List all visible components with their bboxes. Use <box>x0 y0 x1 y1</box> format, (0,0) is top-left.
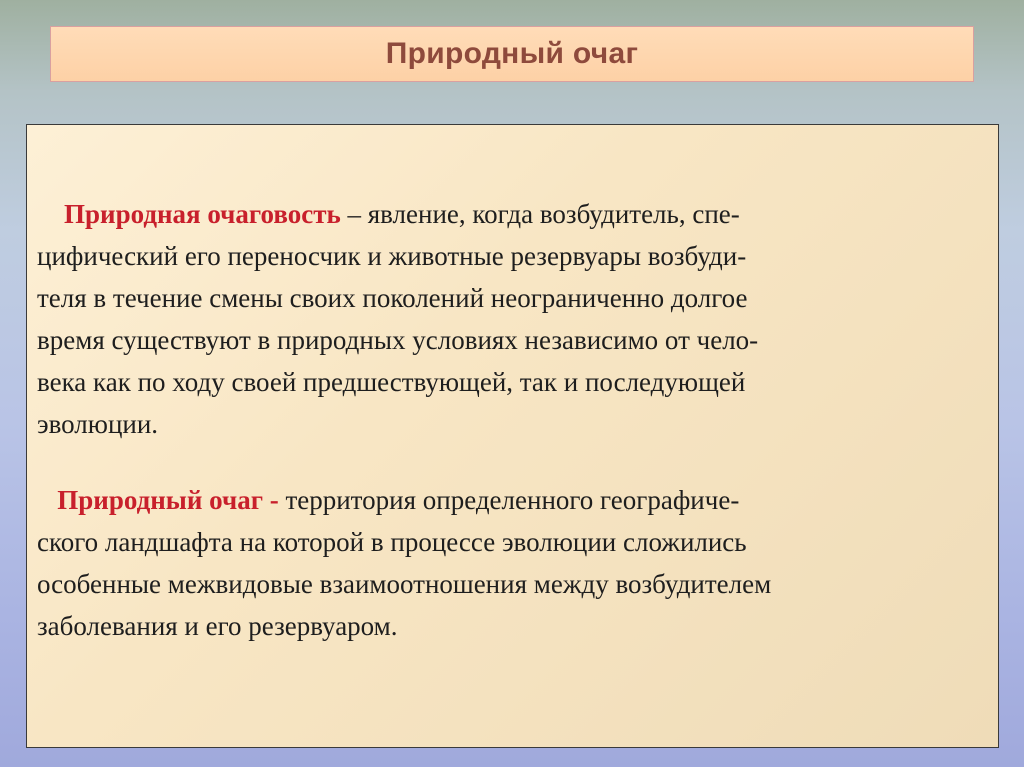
slide-title: Природный очаг <box>385 37 639 70</box>
content-panel <box>26 124 999 748</box>
paragraph-line: заболевания и его резервуаром. <box>37 611 398 641</box>
paragraph-line: эволюции. <box>37 409 159 439</box>
title-banner <box>50 26 974 82</box>
paragraph-line: время существуют в природных условиях независимо от чело- <box>37 325 759 355</box>
paragraph-line: теля в течение смены своих поколений неограниченно долгое <box>37 283 748 313</box>
paragraph-line <box>37 193 987 235</box>
definition-paragraph-focality <box>37 193 987 445</box>
paragraph-line: особенные межвидовые взаимоотношения между возбудителем <box>37 569 772 599</box>
paragraph-line: ского ландшафта на которой в процессе эволюции сложились <box>37 527 747 557</box>
paragraph-text: – явление, когда возбудитель, спе- <box>340 199 740 229</box>
paragraph-text: территория определенного географиче- <box>278 485 740 515</box>
paragraph-line <box>37 479 987 521</box>
paragraph-line: века как по ходу своей предшествующей, так и последующей <box>37 367 746 397</box>
paragraph-line: цифический его переносчик и животные резервуары возбуди- <box>37 241 747 271</box>
term-natural-focality: Природная очаговость <box>64 199 341 229</box>
term-natural-focus: Природный очаг - <box>57 485 279 515</box>
definition-paragraph-focus <box>37 479 987 647</box>
